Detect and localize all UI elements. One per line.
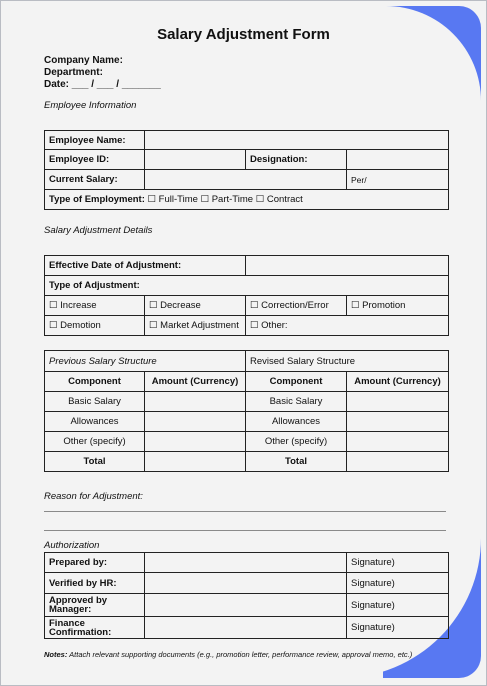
revised-structure-heading: Revised Salary Structure bbox=[246, 351, 449, 372]
checkbox-decrease[interactable]: ☐ Decrease bbox=[145, 296, 246, 316]
department-label[interactable]: Department: bbox=[44, 67, 103, 78]
previous-allowances-label: Allowances bbox=[45, 412, 145, 432]
employee-id-label: Employee ID: bbox=[45, 150, 145, 170]
previous-basic-salary-label: Basic Salary bbox=[45, 392, 145, 412]
salary-structure-table bbox=[44, 350, 449, 472]
previous-basic-salary-amount[interactable] bbox=[145, 392, 246, 412]
revised-total-label: Total bbox=[246, 452, 347, 472]
employment-type-row bbox=[45, 190, 449, 210]
table-row bbox=[45, 392, 449, 412]
notes-body: Attach relevant supporting documents (e.g., promotion letter, performance review, approval memo, etc.) bbox=[67, 650, 413, 659]
checkbox-promotion[interactable]: ☐ Promotion bbox=[347, 296, 449, 316]
checkbox-correction-error[interactable]: ☐ Correction/Error bbox=[246, 296, 347, 316]
checkbox-increase[interactable]: ☐ Increase bbox=[45, 296, 145, 316]
approved-by-manager-signature[interactable]: Signature) bbox=[347, 594, 449, 617]
adjustment-details-heading: Salary Adjustment Details bbox=[44, 225, 153, 236]
table-row bbox=[45, 432, 449, 452]
verified-by-hr-signature[interactable]: Signature) bbox=[347, 573, 449, 594]
checkbox-market-adjustment[interactable]: ☐ Market Adjustment bbox=[145, 316, 246, 336]
employee-name-field[interactable] bbox=[145, 131, 449, 150]
finance-confirmation-field[interactable] bbox=[145, 617, 347, 639]
checkbox-demotion[interactable]: ☐ Demotion bbox=[45, 316, 145, 336]
revised-other-label: Other (specify) bbox=[246, 432, 347, 452]
table-row bbox=[45, 452, 449, 472]
current-salary-field[interactable] bbox=[145, 170, 347, 190]
employee-info-heading: Employee Information bbox=[44, 100, 137, 111]
revised-basic-salary-amount[interactable] bbox=[347, 392, 449, 412]
employee-name-label: Employee Name: bbox=[45, 131, 145, 150]
verified-by-hr-field[interactable] bbox=[145, 573, 347, 594]
effective-date-label: Effective Date of Adjustment: bbox=[45, 256, 246, 276]
adjustment-type-label: Type of Adjustment: bbox=[45, 276, 449, 296]
verified-by-hr-label: Verified by HR: bbox=[45, 573, 145, 594]
effective-date-field[interactable] bbox=[246, 256, 449, 276]
date-label[interactable]: Date: ___ / ___ / _______ bbox=[44, 79, 161, 90]
authorization-table bbox=[44, 552, 449, 639]
employee-info-table bbox=[44, 130, 449, 210]
authorization-heading: Authorization bbox=[44, 540, 100, 551]
prepared-by-label: Prepared by: bbox=[45, 553, 145, 573]
table-row bbox=[45, 412, 449, 432]
finance-confirmation-signature[interactable]: Signature) bbox=[347, 617, 449, 639]
revised-other-amount[interactable] bbox=[347, 432, 449, 452]
current-salary-label: Current Salary: bbox=[45, 170, 145, 190]
checkbox-other[interactable]: ☐ Other: bbox=[246, 316, 449, 336]
checkbox-contract[interactable]: ☐ Contract bbox=[255, 194, 303, 205]
finance-confirmation-label: Finance Confirmation: bbox=[45, 617, 145, 639]
employee-id-field[interactable] bbox=[145, 150, 246, 170]
approved-by-manager-field[interactable] bbox=[145, 594, 347, 617]
salary-period-field[interactable]: Per/ bbox=[347, 170, 449, 190]
revised-amount-header: Amount (Currency) bbox=[347, 372, 449, 392]
checkbox-full-time[interactable]: ☐ Full-Time bbox=[147, 194, 198, 205]
revised-total-amount[interactable] bbox=[347, 452, 449, 472]
prepared-by-field[interactable] bbox=[145, 553, 347, 573]
previous-other-label: Other (specify) bbox=[45, 432, 145, 452]
reason-heading: Reason for Adjustment: bbox=[44, 491, 143, 502]
reason-line-2[interactable] bbox=[44, 530, 446, 531]
revised-basic-salary-label: Basic Salary bbox=[246, 392, 347, 412]
previous-structure-heading: Previous Salary Structure bbox=[45, 351, 246, 372]
revised-component-header: Component bbox=[246, 372, 347, 392]
reason-line-1[interactable] bbox=[44, 511, 446, 512]
checkbox-part-time[interactable]: ☐ Part-Time bbox=[200, 194, 254, 205]
previous-other-amount[interactable] bbox=[145, 432, 246, 452]
adjustment-details-table bbox=[44, 255, 449, 336]
previous-total-label: Total bbox=[45, 452, 145, 472]
previous-component-header: Component bbox=[45, 372, 145, 392]
previous-total-amount[interactable] bbox=[145, 452, 246, 472]
designation-label: Designation: bbox=[246, 150, 347, 170]
approved-by-manager-label: Approved by Manager: bbox=[45, 594, 145, 617]
revised-allowances-label: Allowances bbox=[246, 412, 347, 432]
previous-allowances-amount[interactable] bbox=[145, 412, 246, 432]
designation-field[interactable] bbox=[347, 150, 449, 170]
notes-text bbox=[44, 650, 412, 659]
company-name-label[interactable]: Company Name: bbox=[44, 55, 123, 66]
previous-amount-header: Amount (Currency) bbox=[145, 372, 246, 392]
form-title: Salary Adjustment Form bbox=[157, 26, 330, 43]
employment-type-label: Type of Employment: bbox=[49, 194, 145, 205]
notes-label: Notes: bbox=[44, 650, 68, 659]
revised-allowances-amount[interactable] bbox=[347, 412, 449, 432]
prepared-by-signature[interactable]: Signature) bbox=[347, 553, 449, 573]
